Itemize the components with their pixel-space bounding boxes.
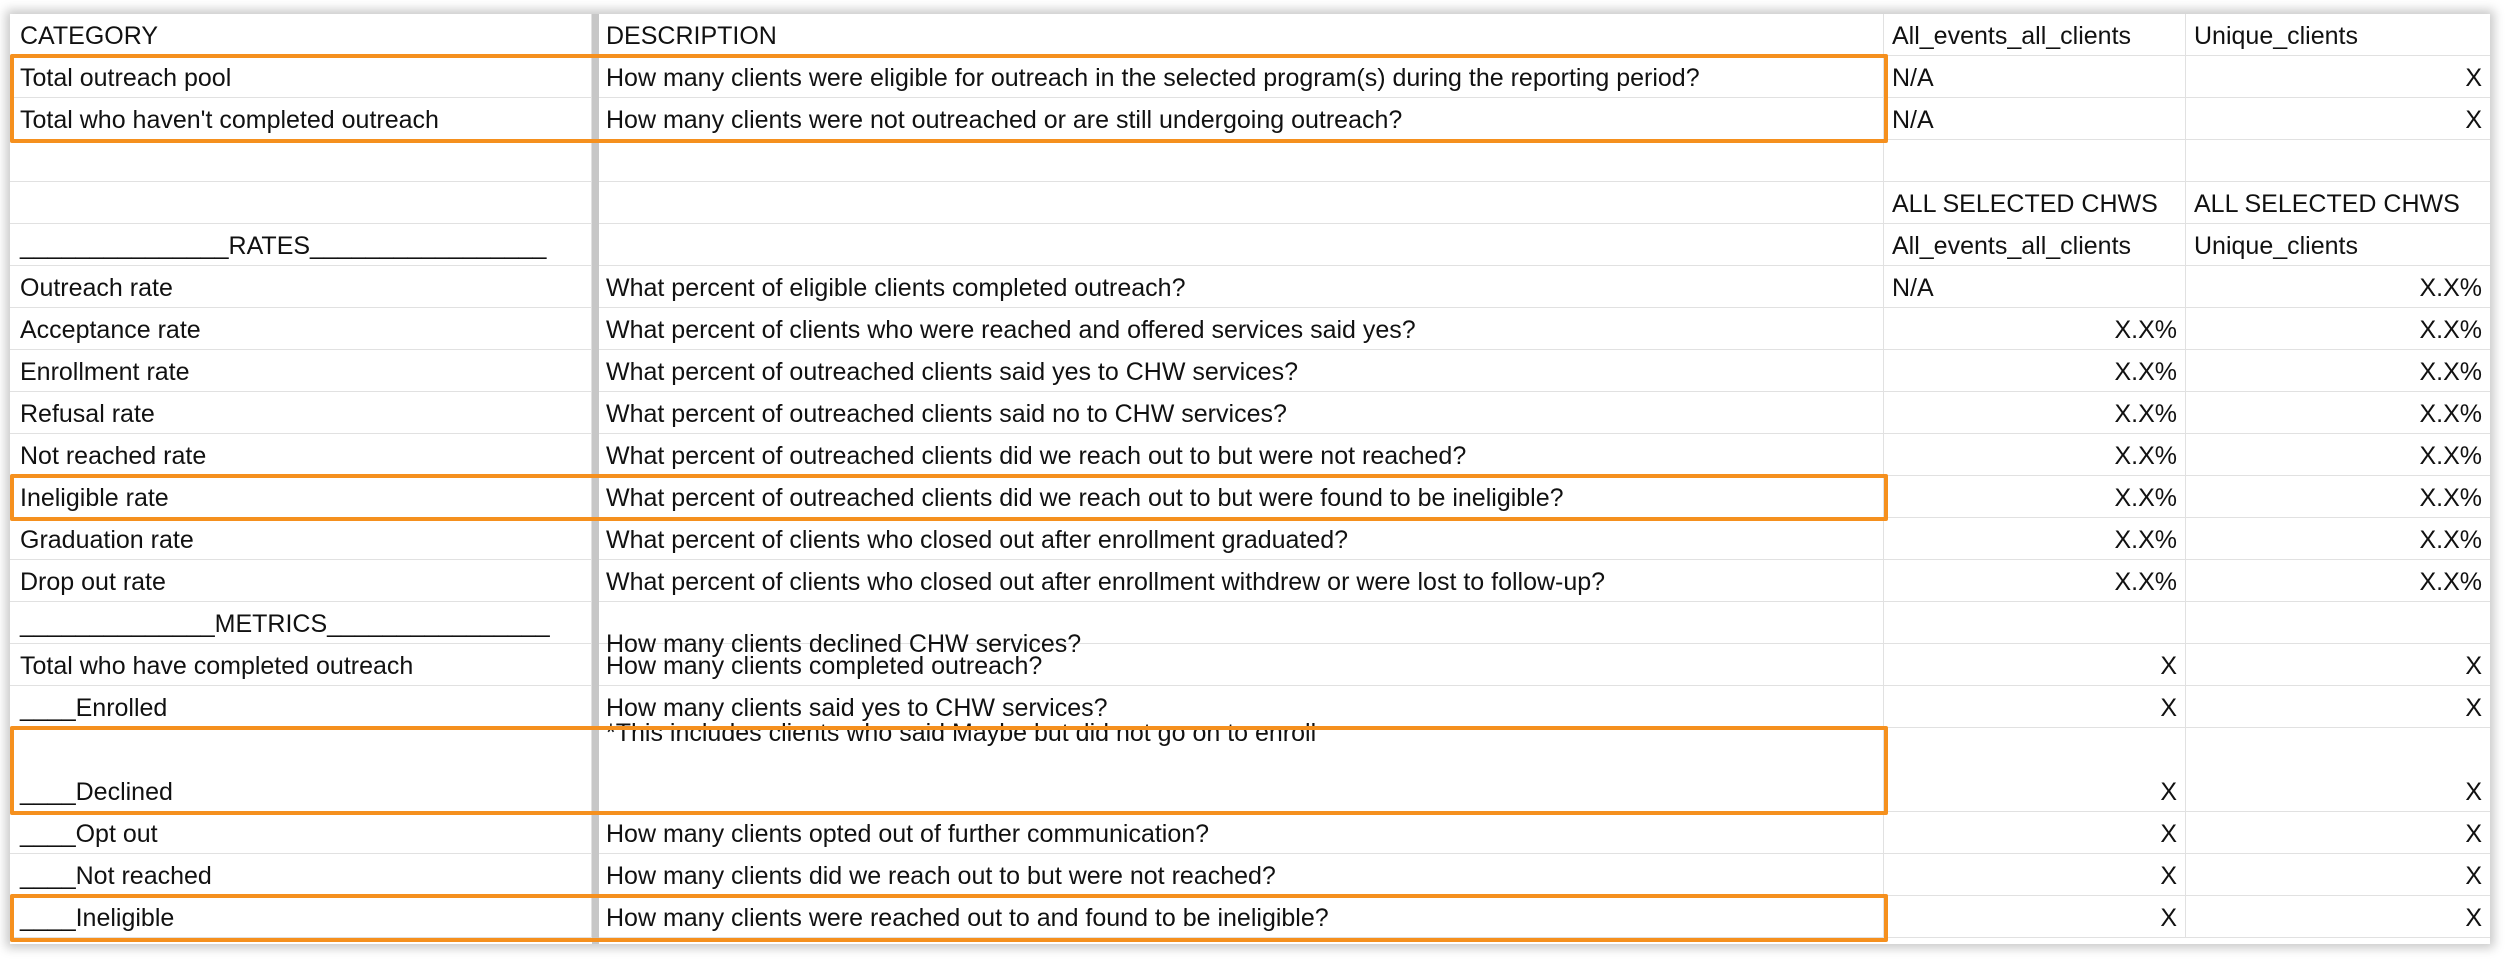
description-line: How many clients declined CHW services? bbox=[606, 630, 1082, 658]
table-row bbox=[10, 476, 2490, 518]
category-cell[interactable]: Enrollment rate bbox=[10, 350, 592, 391]
description-cell[interactable]: What percent of clients who were reached and offered services said yes? bbox=[598, 308, 1884, 349]
description-cell[interactable]: How many clients were eligible for outreach in the selected program(s) during the reporting period? bbox=[598, 56, 1884, 97]
category-cell[interactable]: Total outreach pool bbox=[10, 56, 592, 97]
unique-clients-cell[interactable]: X.X% bbox=[2419, 442, 2482, 470]
description-cell[interactable]: What percent of clients who closed out after enrollment graduated? bbox=[598, 518, 1884, 559]
description-cell[interactable]: What percent of outreached clients did we reach out to but were found to be ineligible? bbox=[598, 476, 1884, 517]
category-cell[interactable]: Drop out rate bbox=[10, 560, 592, 601]
all-events-cell[interactable] bbox=[1884, 602, 2186, 643]
unique-clients-cell[interactable]: ALL SELECTED CHWS bbox=[2194, 190, 2460, 218]
category-cell[interactable]: Total who haven't completed outreach bbox=[10, 98, 592, 139]
section-label-rates[interactable]: _______________RATES_________________ bbox=[10, 224, 592, 265]
all-events-cell[interactable]: N/A bbox=[1884, 266, 2186, 307]
header-row bbox=[10, 14, 2490, 56]
all-events-cell[interactable]: ALL SELECTED CHWS bbox=[1884, 182, 2186, 223]
column-header-all-events[interactable]: All_events_all_clients bbox=[1884, 14, 2186, 55]
unique-clients-cell[interactable]: X.X% bbox=[2419, 358, 2482, 386]
unique-clients-cell[interactable]: X.X% bbox=[2419, 400, 2482, 428]
column-header-description[interactable]: DESCRIPTION bbox=[598, 14, 1884, 55]
unique-clients-cell[interactable]: X bbox=[2465, 778, 2482, 806]
category-cell[interactable]: ____Declined bbox=[10, 728, 592, 811]
table-row bbox=[10, 392, 2490, 434]
section-label-metrics[interactable]: ______________METRICS________________ bbox=[10, 602, 592, 643]
unique-clients-cell[interactable]: Unique_clients bbox=[2194, 232, 2358, 260]
category-cell[interactable]: ____Ineligible bbox=[10, 896, 592, 937]
unique-clients-cell[interactable]: X bbox=[2465, 862, 2482, 890]
unique-clients-cell[interactable]: X.X% bbox=[2419, 316, 2482, 344]
unique-clients-cell[interactable]: X.X% bbox=[2419, 568, 2482, 596]
category-cell[interactable]: Ineligible rate bbox=[10, 476, 592, 517]
unique-clients-cell[interactable]: X bbox=[2465, 820, 2482, 848]
category-cell[interactable] bbox=[10, 182, 592, 223]
table-row bbox=[10, 224, 2490, 266]
all-events-cell[interactable]: X.X% bbox=[1884, 308, 2186, 349]
description-cell[interactable]: How many clients did we reach out to but were not reached? bbox=[598, 854, 1884, 895]
category-cell[interactable]: ____Opt out bbox=[10, 812, 592, 853]
table-row bbox=[10, 350, 2490, 392]
table-row bbox=[10, 896, 2490, 938]
category-cell[interactable] bbox=[10, 140, 592, 181]
description-cell[interactable]: How many clients said yes to CHW services? bbox=[598, 686, 1884, 727]
all-events-cell[interactable]: X bbox=[1884, 896, 2186, 937]
spreadsheet-grid bbox=[10, 14, 2490, 944]
description-cell[interactable] bbox=[598, 182, 1884, 223]
category-cell[interactable]: ____Not reached bbox=[10, 854, 592, 895]
description-cell[interactable]: What percent of outreached clients said yes to CHW services? bbox=[598, 350, 1884, 391]
unique-clients-cell[interactable]: X bbox=[2465, 106, 2482, 134]
description-cell[interactable]: What percent of outreached clients said no to CHW services? bbox=[598, 392, 1884, 433]
all-events-cell[interactable]: X.X% bbox=[1884, 392, 2186, 433]
table-row bbox=[10, 266, 2490, 308]
all-events-cell[interactable]: X.X% bbox=[1884, 518, 2186, 559]
table-row bbox=[10, 518, 2490, 560]
unique-clients-cell[interactable]: X bbox=[2465, 652, 2482, 680]
category-cell[interactable]: ____Enrolled bbox=[10, 686, 592, 727]
description-cell[interactable] bbox=[598, 140, 1884, 181]
category-cell[interactable]: Acceptance rate bbox=[10, 308, 592, 349]
unique-clients-cell[interactable]: X.X% bbox=[2419, 526, 2482, 554]
unique-clients-cell[interactable] bbox=[2186, 602, 2490, 643]
table-row bbox=[10, 182, 2490, 224]
unique-clients-cell[interactable]: X.X% bbox=[2419, 484, 2482, 512]
description-cell[interactable] bbox=[598, 224, 1884, 265]
description-cell[interactable]: How many clients were not outreached or are still undergoing outreach? bbox=[598, 98, 1884, 139]
all-events-cell[interactable] bbox=[1884, 140, 2186, 181]
all-events-cell[interactable]: X.X% bbox=[1884, 434, 2186, 475]
table-row bbox=[10, 812, 2490, 854]
category-cell[interactable]: Outreach rate bbox=[10, 266, 592, 307]
all-events-cell[interactable]: X.X% bbox=[1884, 560, 2186, 601]
table-row bbox=[10, 98, 2490, 140]
all-events-cell[interactable]: X bbox=[1884, 686, 2186, 727]
all-events-cell[interactable]: N/A bbox=[1884, 98, 2186, 139]
unique-clients-cell[interactable]: X.X% bbox=[2419, 274, 2482, 302]
all-events-cell[interactable]: X bbox=[1884, 644, 2186, 685]
unique-clients-cell[interactable]: X bbox=[2465, 694, 2482, 722]
all-events-cell[interactable]: All_events_all_clients bbox=[1884, 224, 2186, 265]
table-row bbox=[10, 56, 2490, 98]
all-events-cell[interactable]: N/A bbox=[1884, 56, 2186, 97]
all-events-cell[interactable]: X.X% bbox=[1884, 476, 2186, 517]
category-cell[interactable]: Not reached rate bbox=[10, 434, 592, 475]
table-row bbox=[10, 308, 2490, 350]
description-cell[interactable]: How many clients were reached out to and found to be ineligible? bbox=[598, 896, 1884, 937]
description-cell[interactable]: How many clients opted out of further communication? bbox=[598, 812, 1884, 853]
description-note: *This includes clients who said Maybe but did not go on to enroll bbox=[606, 719, 1317, 747]
description-cell[interactable]: What percent of outreached clients did we reach out to but were not reached? bbox=[598, 434, 1884, 475]
unique-clients-cell[interactable] bbox=[2186, 140, 2490, 181]
description-cell[interactable]: What percent of eligible clients completed outreach? bbox=[598, 266, 1884, 307]
table-row bbox=[10, 434, 2490, 476]
column-header-category[interactable]: CATEGORY bbox=[10, 14, 592, 55]
category-cell[interactable]: Refusal rate bbox=[10, 392, 592, 433]
all-events-cell[interactable]: X bbox=[1884, 812, 2186, 853]
description-cell[interactable]: How many clients completed outreach? bbox=[598, 644, 1884, 685]
all-events-cell[interactable]: X.X% bbox=[1884, 350, 2186, 391]
table-row bbox=[10, 854, 2490, 896]
category-cell[interactable]: Total who have completed outreach bbox=[10, 644, 592, 685]
all-events-cell[interactable]: X bbox=[1884, 728, 2186, 811]
all-events-cell[interactable]: X bbox=[1884, 854, 2186, 895]
frozen-column-divider[interactable] bbox=[592, 14, 599, 944]
unique-clients-cell[interactable]: X bbox=[2465, 904, 2482, 932]
table-row bbox=[10, 140, 2490, 182]
column-header-unique-clients[interactable]: Unique_clients bbox=[2194, 22, 2358, 50]
category-cell[interactable]: Graduation rate bbox=[10, 518, 592, 559]
description-cell[interactable]: What percent of clients who closed out after enrollment withdrew or were lost to follow-up? bbox=[598, 560, 1884, 601]
unique-clients-cell[interactable]: X bbox=[2465, 64, 2482, 92]
